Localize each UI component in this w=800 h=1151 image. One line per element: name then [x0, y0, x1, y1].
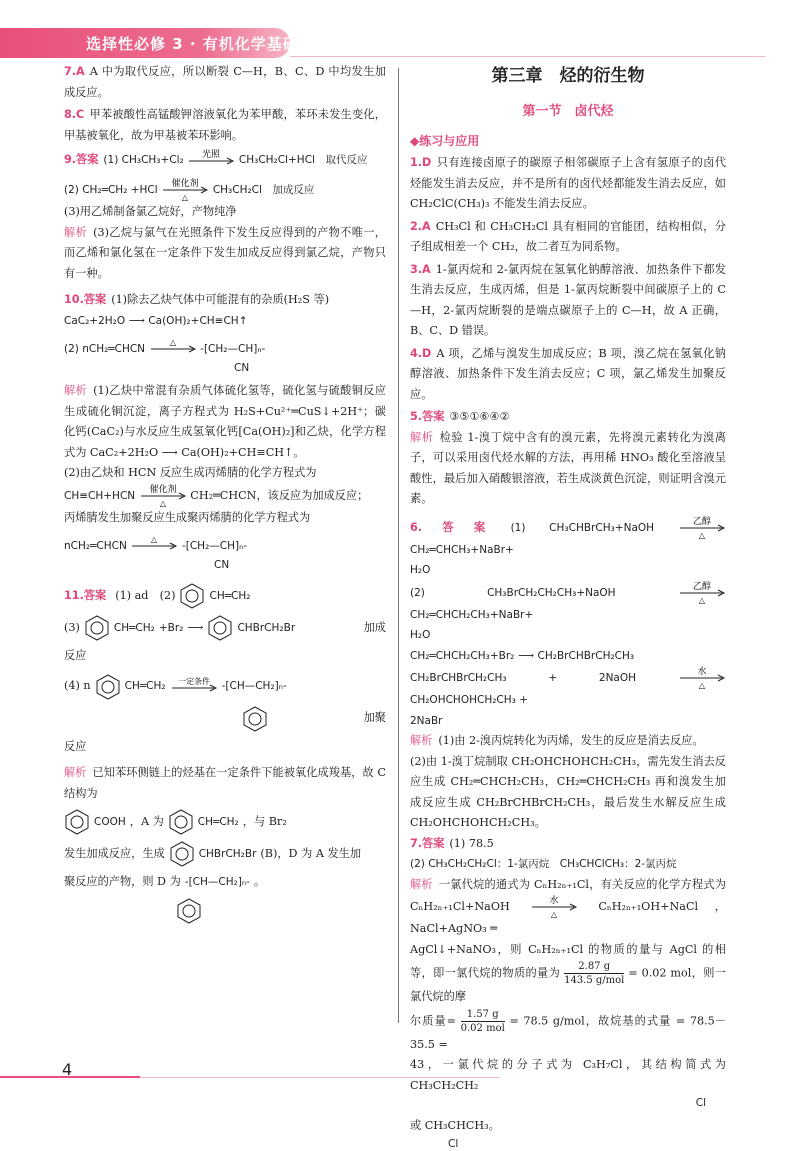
answer-3 — [410, 260, 726, 342]
equation-right: CH₃CH₂Cl 加成反应 — [212, 184, 315, 196]
benzene-ring-icon — [169, 840, 195, 868]
side-chain: CH═CH₂ — [209, 589, 251, 602]
answer-7 — [64, 62, 386, 103]
answer-text: A 项，乙烯与溴发生加成反应；B 项，溴乙烷在氢氧化钠醇溶液、加热条件下发生消去反应；C 项，氯乙烯发生加聚反应。 — [410, 346, 726, 401]
equation-left: CH₂BrCHBrCH₂CH₃ + 2NaOH — [410, 672, 637, 684]
equation-left: CH₂═CHCH₂CH₃+Br₂ — [410, 649, 515, 662]
reaction-arrow — [678, 516, 726, 540]
analysis-text: 。 — [253, 875, 266, 888]
benzene-ring-icon — [95, 673, 121, 701]
fraction — [564, 960, 624, 987]
analysis-text: (2)由乙炔和 HCN 反应生成丙烯腈的化学方程式为 — [64, 466, 317, 479]
arrow-condition-below: △ — [159, 498, 166, 508]
answer-7-right — [410, 834, 726, 1151]
equation-continued: H₂O — [410, 564, 431, 576]
analysis-text: (2)由 1-溴丁烷制取 CH₂OHCHOHCH₂CH₃，需先发生消去反应生成 CH₂═CHCH₂CH₃，CH₂═CHCH₂CH₃ 再和溴发生加成反应生成 CH₂BrCHBrCH₂CH₃，最后发生水解反应生成 CH₂OHCHOHCH₂CH₃。 — [410, 754, 726, 829]
equation-right: CH₂═CHCH₃+NaBr+ — [410, 543, 514, 556]
benzene-ring-icon — [242, 705, 268, 733]
reaction-arrow — [678, 666, 726, 690]
answer-1 — [410, 153, 726, 215]
answer-5 — [410, 407, 726, 510]
arrow-condition: △ — [151, 535, 158, 544]
answer-text: 1-氯丙烷和 2-氯丙烷在氢氧化钠醇溶液、加热条件下都发生消去反应，生成丙烯，但是 1-氯丙烷断裂中间碳原子上的 C—H，2-氯丙烷断裂的是端点碳原子上的 C—H，故 A 正确，B、C、D 错误。 — [410, 262, 726, 337]
side-chain: CH═CH₂ — [124, 680, 166, 693]
answer-line: ③⑤①⑥④② — [449, 410, 510, 423]
footer-rule-light — [140, 1077, 500, 1078]
analysis-text: = 0.02 mol，则一氯代烷的摩 — [410, 966, 726, 1003]
equation-right: Ca(OH)₂+CH≡CH↑ — [148, 314, 248, 327]
header-title: 选择性必修 3 · 有机化学基础 — [86, 35, 299, 53]
analysis-text: (1)由 2-溴丙烷转化为丙烯，发生的反应是消去反应。 — [438, 734, 704, 747]
footer-rule — [0, 1076, 140, 1078]
analysis-text: AgCl↓+NaNO₃，则 CₙH₂ₙ₊₁Cl 的物质的量与 AgCl 的相等，即一氯代烷的物质的量为 — [410, 942, 726, 980]
equation-left: (2) nCH₂═CHCN — [64, 343, 146, 355]
analysis-text: 已知苯环侧链上的烃基在一定条件下能被氧化成羧基，故 C 结构为 — [64, 766, 386, 800]
arrow-condition: 催化剂 — [149, 484, 177, 495]
analysis-text: (1)乙炔中常混有杂质气体硫化氢等，硫化氢与硫酸铜反应生成硫化铜沉淀，离子方程式为 H₂S+Cu²⁺═CuS↓+2H⁺；碳化钙(CaC₂)与水反应生成氢氧化钙[Ca(OH)₂]和乙炔，化学方程式为 CaC₂+2H₂O ⟶ Ca(OH)₂+CH≡CH↑。 — [64, 384, 386, 459]
analysis-tag: 解析 — [410, 430, 434, 444]
answer-11: 11.答案 (1) ad (2) CH═CH₂ (3) CH═CH₂ +Br₂ ⟶ CHBrCH₂Br 加成 反应 (4) n CH═CH₂ 一定条件 -[CH—CH₂]ₙ- 加聚 反应 解析 已知苯环侧链上的烃基在一定条件下能被氧化成羧基，故 C 结构为 COOH ，A 为 CH═CH₂ ，与 Br₂ 发生加成反应，生成 CHBrCH₂Br (B)，D 为 A 发生加 聚反应的产物，则 D 为 -[CH—CH₂]ₙ- 。 — [64, 582, 386, 925]
arrow-condition-below: △ — [698, 595, 706, 605]
answer-line: (4) n — [64, 679, 91, 693]
answer-text: A 中为取代反应，所以断裂 C—H，B、C、D 中均发生加成反应。 — [64, 65, 386, 99]
fraction — [461, 1008, 505, 1035]
analysis-text: = 78.5 g/mol，故烷基的式量 = 78.5－35.5 = — [410, 1014, 726, 1051]
section-title: 第一节 卤代烃 — [522, 104, 614, 119]
equation-left: CaC₂+2H₂O — [64, 314, 126, 327]
fraction-denominator: 0.02 mol — [460, 1022, 505, 1034]
answer-6: 6.答案 (1) CH₃CHBrCH₃+NaOH 乙醇 △ CH₂═CHCH₃+NaBr+ H₂O (2) CH₃BrCH₂CH₂CH₃+NaOH 乙醇 △ CH₂═CHCH₂CH₃+NaBr+ H₂O CH₂═CHCH₂CH₃+Br₂ ⟶ CH₂BrCHBrCH₂CH₃ CH₂BrCHBrCH₂CH₃ + 2NaOH 水 △ CH₂OHCHOHCH₂CH₃ + 2NaBr 解析 (1)由 2-溴丙烷转化为丙烯，发生的反应是消去反应。 (2)由 1-溴丁烷制取 CH₂OHCHOHCH₂CH₃，需先发生消去反应生成 CH₂═CHCH₂CH₃，CH₂═CHCH₂CH₃ 再和溴发生加成反应生成 CH₂BrCHBrCH₂CH₃，最后发生水解反应生成 CH₂OHCHOHCH₂CH₃。 — [410, 516, 726, 834]
arrow-condition-below: △ — [698, 530, 706, 540]
equation-left: CH≡CH+HCN — [64, 489, 136, 502]
benzene-ring-icon — [179, 582, 205, 610]
answer-line: (2) CH₃CH₂CH₂Cl：1-氯丙烷 CH₃CHClCH₃：2-氯丙烷 — [410, 858, 677, 870]
equation-left: (1) CH₃CH₃+Cl₂ — [103, 154, 184, 166]
answer-4 — [410, 344, 726, 406]
practice-heading: ◆练习与应用 — [410, 133, 480, 148]
side-chain: CHBrCH₂Br — [237, 621, 296, 634]
analysis-text: (3)乙烷与氯气在光照条件下发生反应得到的产物不唯一，而乙烯和氯化氢在一定条件下发生加成反应得到氯乙烷，产物只有一种。 — [64, 225, 386, 280]
analysis-text: 或 CH₃CHCH₃。 — [410, 1119, 500, 1132]
equation-continued: H₂O — [410, 629, 431, 641]
benzene-ring-icon — [176, 897, 202, 925]
reaction-arrow — [139, 484, 187, 508]
right-column — [410, 62, 726, 1151]
answer-9 — [64, 148, 386, 284]
answer-text: 甲苯被酸性高锰酸钾溶液氧化为苯甲酸，苯环未发生变化，甲基被氧化，故为甲基被苯环影响。 — [64, 108, 386, 142]
reagent: +Br₂ — [158, 621, 184, 634]
analysis-text: 丙烯腈发生加聚反应生成聚丙烯腈的化学方程式为 — [64, 510, 311, 524]
benzene-ring-icon — [168, 808, 194, 836]
page-number: 4 — [62, 1060, 73, 1079]
answer-line: (1)除去乙炔气体中可能混有的杂质(H₂S 等) — [111, 293, 330, 306]
answer-line: (1) 78.5 — [449, 836, 494, 850]
fraction-denominator: 143.5 g/mol — [564, 975, 625, 986]
reaction-arrow — [530, 895, 578, 919]
reaction-arrow — [149, 337, 197, 361]
analysis-text: 43，一氯代烷的分子式为 C₃H₇Cl，其结构简式为 CH₃CH₂CH₂ — [410, 1058, 726, 1092]
reaction-arrow — [130, 534, 178, 558]
equation-continued: 2NaBr — [410, 714, 443, 727]
arrow-condition: △ — [169, 338, 176, 347]
equation-right: CH₃CH₂Cl+HCl 取代反应 — [238, 154, 368, 166]
analysis-text: 聚反应的产物，则 D 为 — [64, 875, 181, 888]
side-chain: COOH — [94, 815, 126, 828]
arrow-condition: 乙醇 — [692, 516, 712, 527]
answer-number: 11.答案 — [64, 588, 107, 602]
answer-2 — [410, 217, 726, 258]
answer-10: 10.答案 (1)除去乙炔气体中可能混有的杂质(H₂S 等) CaC₂+2H₂O ⟶ Ca(OH)₂+CH≡CH↑ (2) nCH₂═CHCN △ -[CH₂—CH]ₙ- CN 解析 (1)乙炔中常混有杂质气体硫化氢等，硫化氢与硫酸铜反应生成硫化铜沉淀，离子方程式为 H₂S+Cu²⁺═CuS↓+2H⁺；碳化钙(CaC₂)与水反应生成氢氧化钙[Ca(OH)₂]和乙炔，化学方程式为 CaC₂+2H₂O ⟶ Ca(OH)₂+CH≡CH↑。 (2)由乙炔和 HCN 反应生成丙烯腈的化学方程式为 CH≡CH+HCN 催化剂 △ CH₂═CHCN，该反应为加成反应； 丙烯腈发生加聚反应生成聚丙烯腈的化学方程式为 nCH₂═CHCN △ -[CH₂—CH]ₙ- CN — [64, 293, 386, 571]
answer-number: 9.答案 — [64, 153, 99, 166]
chapter-title: 第三章 烃的衍生物 — [491, 66, 645, 86]
answer-number: 10.答案 — [64, 293, 107, 306]
analysis-text: (B)，D 为 A 发生加 — [260, 846, 362, 860]
answer-text: CH₃Cl 和 CH₃CH₂Cl 具有相同的官能团，结构相似，分子组成相差一个 CH₂，故二者互为同系物。 — [410, 219, 726, 253]
substituent: CN — [234, 362, 250, 374]
equation-left: (1) CH₃CHBrCH₃+NaOH — [510, 521, 655, 534]
equation-left: nCH₂═CHCN — [64, 540, 127, 552]
reaction-arrow — [170, 675, 218, 699]
polymer-formula: -[CH₂—CH]ₙ- — [181, 540, 248, 552]
analysis-text: 一氯代烷的通式为 CₙH₂ₙ₊₁Cl，有关反应的化学方程式为 CₙH₂ₙ₊₁Cl+NaOH — [410, 877, 726, 913]
arrow-condition: 光照 — [202, 150, 221, 160]
substituent: Cl — [695, 1097, 706, 1109]
answer-number: 7.A — [64, 65, 85, 78]
equation-left: (2) CH₂═CH₂ +HCl — [64, 184, 158, 196]
reaction-arrow — [161, 178, 209, 202]
analysis-tag: 解析 — [64, 225, 88, 239]
equation-right: CH₂═CHCN，该反应为加成反应； — [190, 488, 369, 502]
answer-number: 5.答案 — [410, 410, 445, 423]
polymer-formula: -[CH₂—CH]ₙ- — [200, 343, 266, 355]
equation-right: CH₂OHCHOHCH₂CH₃ + — [410, 694, 528, 706]
benzene-ring-icon — [207, 614, 233, 642]
arrow-condition-below: △ — [550, 910, 558, 919]
analysis-text: 发生加成反应，生成 — [64, 846, 165, 860]
column-divider — [398, 68, 399, 1023]
analysis-text: ，A 为 — [129, 814, 164, 828]
fraction-numerator: 1.57 g — [461, 1008, 505, 1022]
benzene-ring-icon — [84, 614, 110, 642]
analysis-text: CₙH₂ₙ₊₁OH+NaCl，NaCl+AgNO₃ ═ — [410, 900, 726, 935]
arrow-condition: 水 — [549, 896, 559, 906]
equation-left: (2) CH₃BrCH₂CH₂CH₃+NaOH — [410, 586, 616, 599]
left-column — [64, 62, 386, 925]
fraction-numerator: 2.87 g — [564, 960, 624, 974]
reaction-type: 加聚 — [363, 711, 386, 725]
analysis-tag: 解析 — [64, 766, 87, 779]
header-banner — [0, 28, 299, 58]
substituent: CN — [214, 559, 230, 571]
analysis-tag: 解析 — [410, 734, 433, 747]
analysis-tag: 解析 — [410, 877, 433, 891]
analysis-tag: 解析 — [64, 384, 88, 397]
answer-number: 8.C — [64, 108, 85, 121]
arrow-condition: 水 — [697, 667, 707, 677]
polymer-formula: -[CH—CH₂]ₙ- — [184, 876, 250, 888]
substituent: Cl — [448, 1137, 459, 1150]
arrow-condition-below: △ — [698, 681, 706, 690]
arrow-condition: 乙醇 — [692, 581, 712, 592]
side-chain: CHBrCH₂Br — [198, 847, 257, 860]
reaction-type: 加成 — [363, 620, 386, 634]
arrow-condition: 催化剂 — [171, 179, 199, 189]
answer-line: (3) — [64, 620, 80, 634]
answer-number: 4.D — [410, 346, 432, 360]
reaction-type: 反应 — [64, 649, 87, 662]
answer-8 — [64, 105, 386, 146]
answer-number: 3.A — [410, 262, 431, 276]
header-rule — [290, 56, 765, 57]
answer-number: 6.答案 — [410, 520, 506, 534]
side-chain: CH═CH₂ — [113, 621, 155, 634]
analysis-text: ，与 Br₂ — [242, 814, 287, 828]
answer-number: 2.A — [410, 219, 431, 233]
answer-number: 7.答案 — [410, 836, 445, 850]
answer-text: 只有连接卤原子的碳原子相邻碳原子上含有氢原子的卤代烃能发生消去反应，并不是所有的卤代烃都能发生消去反应，如 CH₂ClC(CH₃)₃ 不能发生消去反应。 — [410, 156, 726, 210]
side-chain: CH═CH₂ — [197, 815, 239, 828]
answer-number: 1.D — [410, 156, 432, 169]
reaction-type: 反应 — [64, 739, 87, 753]
reaction-arrow — [187, 148, 235, 172]
analysis-text: 尔质量= — [410, 1014, 457, 1027]
equation-right: CH₂BrCHBrCH₂CH₃ — [537, 649, 635, 662]
analysis-text: 检验 1-溴丁烷中含有的溴元素，先将溴元素转化为溴离子，可以采用卤代烃水解的方法，再用稀 HNO₃ 酸化至溶液呈酸性，最后加入硝酸银溶液，若生成淡黄色沉淀，则证明含溴元素。 — [410, 430, 726, 505]
reaction-arrow — [678, 581, 726, 605]
arrow-condition: 一定条件 — [177, 676, 210, 686]
equation-right: CH₂═CHCH₂CH₃+NaBr+ — [410, 608, 534, 621]
arrow-condition-below: △ — [182, 193, 189, 202]
benzene-ring-icon — [64, 808, 90, 836]
answer-line: (1) ad (2) — [115, 588, 176, 602]
answer-line: (3)用乙烯制备氯乙烷好，产物纯净 — [64, 205, 237, 218]
polymer-formula: -[CH—CH₂]ₙ- — [221, 680, 287, 693]
